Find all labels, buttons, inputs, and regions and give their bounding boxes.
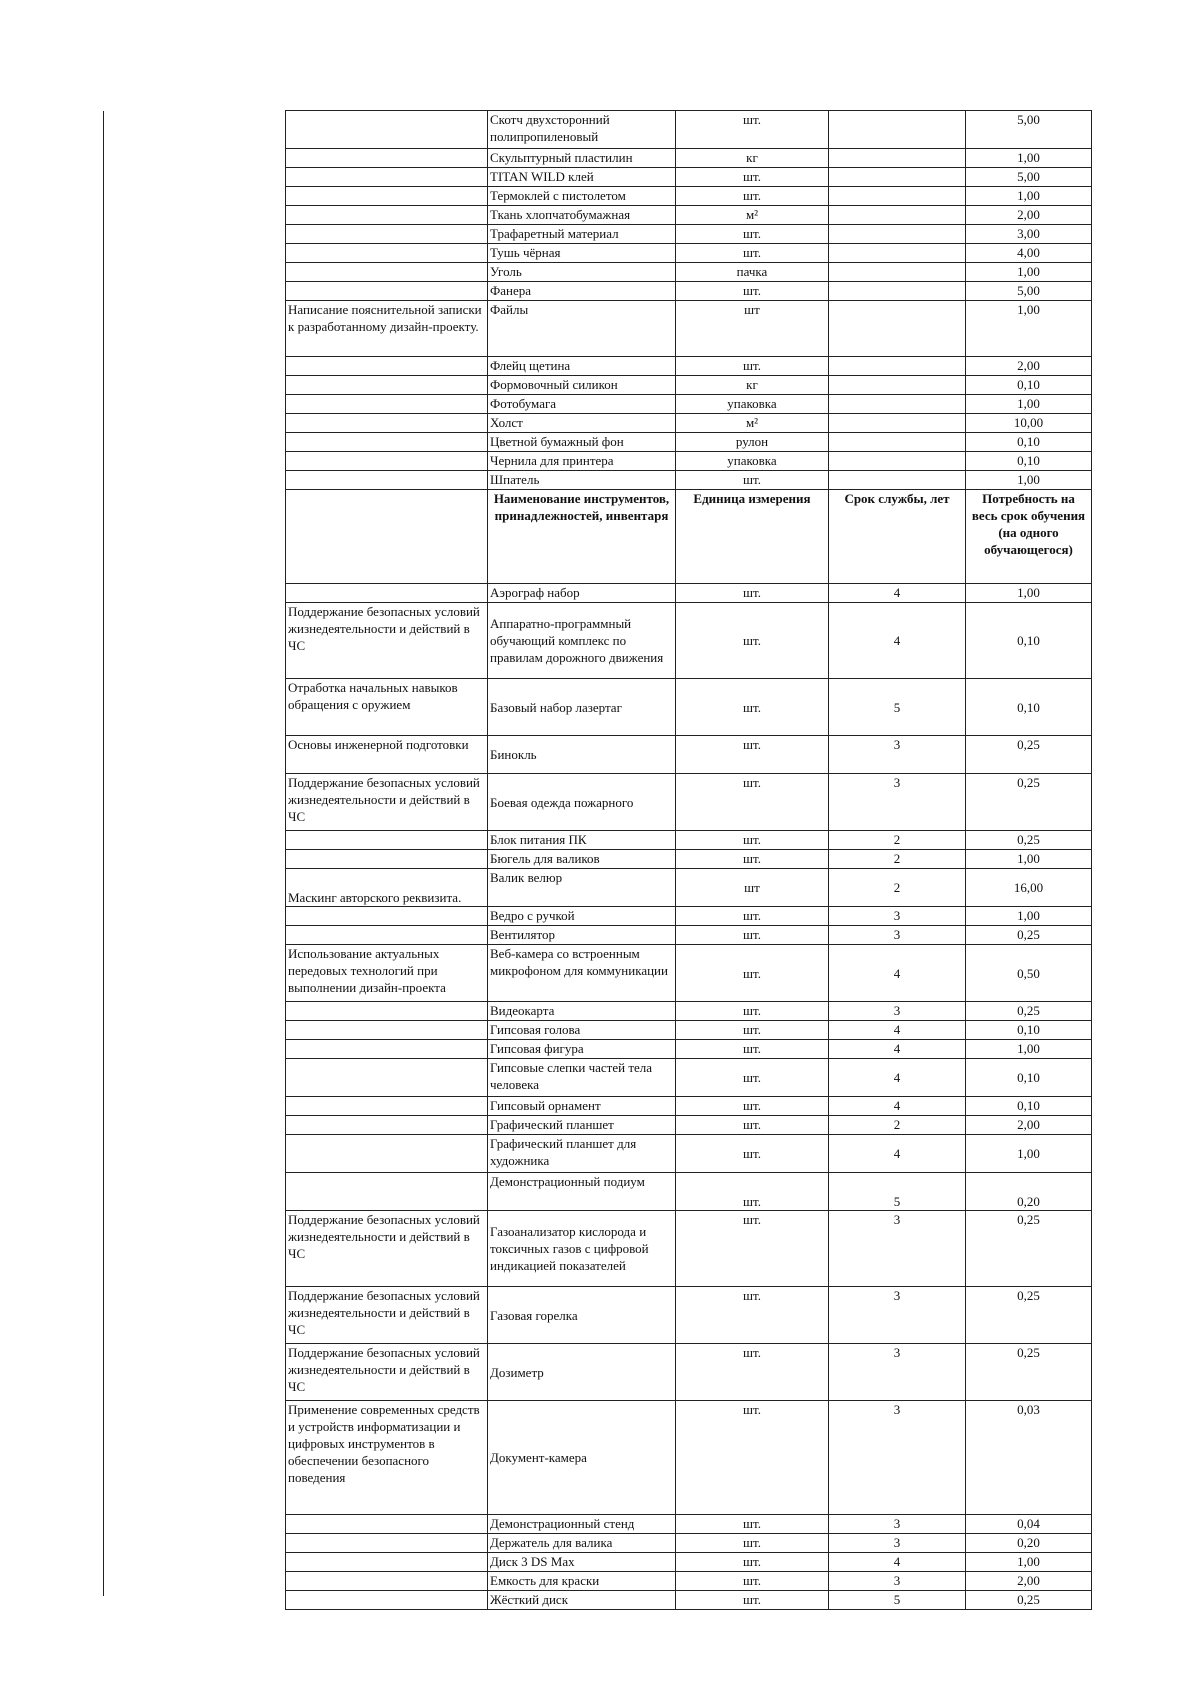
row-item-name: Бинокль [488,736,676,774]
row-item-name: Видеокарта [488,1002,676,1021]
row-life: 4 [829,1059,966,1097]
row-unit: м² [676,206,829,225]
row-quantity: 16,00 [966,869,1092,907]
row-life [829,282,966,301]
table-row [286,584,1092,603]
row-unit: шт. [676,1211,829,1287]
row-life: 3 [829,1002,966,1021]
row-unit: шт. [676,111,829,149]
row-unit: шт. [676,1287,829,1344]
row-topic [286,433,488,452]
row-topic [286,225,488,244]
row-unit: шт. [676,736,829,774]
row-topic [286,1572,488,1591]
row-quantity: 0,10 [966,1021,1092,1040]
row-life [829,452,966,471]
row-unit: шт [676,869,829,907]
row-item-name: Шпатель [488,471,676,490]
row-unit: шт. [676,1344,829,1401]
row-quantity: 3,00 [966,225,1092,244]
row-quantity: 0,03 [966,1401,1092,1515]
row-item-name: Тушь чёрная [488,244,676,263]
row-life [829,149,966,168]
row-quantity: 0,25 [966,774,1092,831]
row-quantity: 0,10 [966,452,1092,471]
row-life [829,244,966,263]
row-item-name: Веб-камера со встроенным микрофоном для коммуникации [488,945,676,1002]
table-row [286,736,1092,774]
row-topic [286,1553,488,1572]
table-row [286,1097,1092,1116]
row-unit: шт. [676,603,829,679]
row-unit: кг [676,376,829,395]
row-unit: шт. [676,187,829,206]
row-topic [286,1097,488,1116]
row-item-name: Базовый набор лазертаг [488,679,676,736]
row-item-name: Фотобумага [488,395,676,414]
row-topic [286,907,488,926]
row-unit: шт. [676,357,829,376]
row-topic [286,376,488,395]
row-item-name: Гипсовая фигура [488,1040,676,1059]
row-item-name: Чернила для принтера [488,452,676,471]
row-topic [286,831,488,850]
row-topic [286,1021,488,1040]
row-unit: шт. [676,1002,829,1021]
row-item-name: Диск 3 DS Max [488,1553,676,1572]
row-topic [286,282,488,301]
row-item-name: Валик велюр [488,869,676,907]
table-row [286,1021,1092,1040]
row-topic [286,395,488,414]
row-unit: пачка [676,263,829,282]
table-row [286,225,1092,244]
row-unit: шт. [676,1116,829,1135]
row-life: 4 [829,1021,966,1040]
row-item-name: Цветной бумажный фон [488,433,676,452]
row-quantity: 1,00 [966,584,1092,603]
row-life: 3 [829,926,966,945]
row-topic [286,584,488,603]
row-unit: шт. [676,1021,829,1040]
row-topic: Поддержание безопасных условий жизнедеятельности и действий в ЧС [286,603,488,679]
table-row [286,1287,1092,1344]
table-row [286,1344,1092,1401]
table-row [286,111,1092,149]
row-topic: Использование актуальных передовых технологий при выполнении дизайн-проекта [286,945,488,1002]
row-unit: шт. [676,774,829,831]
table-row [286,1002,1092,1021]
row-life [829,471,966,490]
row-quantity: 2,00 [966,357,1092,376]
instruments-section [286,584,1092,1610]
row-life [829,111,966,149]
row-life: 2 [829,850,966,869]
table-row [286,282,1092,301]
row-life: 3 [829,907,966,926]
row-item-name: Дозиметр [488,1344,676,1401]
row-item-name: Газовая горелка [488,1287,676,1344]
row-quantity: 0,25 [966,1591,1092,1610]
row-topic [286,1591,488,1610]
table-row [286,945,1092,1002]
table-row [286,376,1092,395]
row-unit: шт. [676,471,829,490]
row-quantity: 1,00 [966,1040,1092,1059]
table-row [286,850,1092,869]
row-quantity: 0,50 [966,945,1092,1002]
row-quantity: 0,25 [966,1211,1092,1287]
row-quantity: 1,00 [966,1135,1092,1173]
row-unit: шт. [676,1401,829,1515]
row-topic [286,111,488,149]
table-row [286,679,1092,736]
row-life [829,414,966,433]
row-topic [286,1515,488,1534]
row-quantity: 0,20 [966,1173,1092,1211]
table-row [286,1059,1092,1097]
row-unit: шт. [676,1135,829,1173]
table-row [286,414,1092,433]
row-quantity: 0,10 [966,1059,1092,1097]
table-header-row [286,490,1092,584]
row-item-name: Графический планшет [488,1116,676,1135]
row-topic [286,452,488,471]
materials-section [286,111,1092,490]
table-row [286,244,1092,263]
row-topic [286,263,488,282]
table-row [286,1553,1092,1572]
row-unit: шт. [676,1040,829,1059]
table-row [286,1591,1092,1610]
row-topic [286,244,488,263]
row-item-name: Бюгель для валиков [488,850,676,869]
row-unit: шт [676,301,829,357]
row-unit: рулон [676,433,829,452]
row-quantity: 10,00 [966,414,1092,433]
row-item-name: Термоклей с пистолетом [488,187,676,206]
table-row [286,1040,1092,1059]
row-quantity: 1,00 [966,907,1092,926]
table-row [286,603,1092,679]
table-row [286,206,1092,225]
row-life: 4 [829,945,966,1002]
row-topic [286,1534,488,1553]
row-life: 3 [829,1287,966,1344]
row-unit: шт. [676,907,829,926]
row-topic: Маскинг авторского реквизита. [286,869,488,907]
row-item-name: Демонстрационный подиум [488,1173,676,1211]
row-item-name: Файлы [488,301,676,357]
table-row [286,831,1092,850]
header-name: Наименование инструментов, принадлежностей, инвентаря [488,490,676,584]
header-section [286,490,1092,584]
row-life: 3 [829,1572,966,1591]
row-quantity: 0,10 [966,376,1092,395]
row-unit: шт. [676,225,829,244]
table-row [286,926,1092,945]
equipment-table [285,110,1092,1610]
row-item-name: Уголь [488,263,676,282]
row-life: 2 [829,1116,966,1135]
row-life: 5 [829,1591,966,1610]
row-topic [286,850,488,869]
row-quantity: 1,00 [966,395,1092,414]
row-quantity: 5,00 [966,111,1092,149]
row-life: 3 [829,736,966,774]
header-topic-cell [286,490,488,584]
row-item-name: Графический планшет для художника [488,1135,676,1173]
table-row [286,869,1092,907]
row-unit: упаковка [676,452,829,471]
row-life: 4 [829,1097,966,1116]
row-item-name: Трафаретный материал [488,225,676,244]
row-life [829,376,966,395]
left-margin-line [103,111,104,1596]
table-row [286,774,1092,831]
table-row [286,395,1092,414]
row-life [829,263,966,282]
row-topic [286,1173,488,1211]
row-topic: Поддержание безопасных условий жизнедеятельности и действий в ЧС [286,1211,488,1287]
row-topic [286,1135,488,1173]
row-quantity: 1,00 [966,850,1092,869]
row-item-name: Гипсовая голова [488,1021,676,1040]
row-life: 4 [829,1135,966,1173]
row-life: 3 [829,774,966,831]
row-unit: шт. [676,679,829,736]
header-need: Потребность на весь срок обучения (на одного обучающегося) [966,490,1092,584]
row-quantity: 0,25 [966,1002,1092,1021]
row-quantity: 1,00 [966,263,1092,282]
row-unit: шт. [676,168,829,187]
row-item-name: Аппаратно-программный обучающий комплекс по правилам дорожного движения [488,603,676,679]
row-unit: шт. [676,1097,829,1116]
header-unit: Единица измерения [676,490,829,584]
row-item-name: Газоанализатор кислорода и токсичных газов с цифровой индикацией показателей [488,1211,676,1287]
row-life: 3 [829,1211,966,1287]
row-item-name: Жёсткий диск [488,1591,676,1610]
row-unit: шт. [676,1173,829,1211]
table-row [286,1534,1092,1553]
table-row [286,471,1092,490]
table-row [286,301,1092,357]
table-row [286,357,1092,376]
row-unit: шт. [676,850,829,869]
table-row [286,1515,1092,1534]
row-topic: Отработка начальных навыков обращения с оружием [286,679,488,736]
row-item-name: Скульптурный пластилин [488,149,676,168]
row-unit: шт. [676,1572,829,1591]
row-topic [286,926,488,945]
table-row [286,149,1092,168]
row-topic: Применение современных средств и устройств информатизации и цифровых инструментов в обеспечении безопасного поведения [286,1401,488,1515]
row-quantity: 5,00 [966,168,1092,187]
row-life: 5 [829,1173,966,1211]
table-row [286,1211,1092,1287]
row-topic [286,187,488,206]
row-item-name: Демонстрационный стенд [488,1515,676,1534]
row-item-name: Скотч двухсторонний полипропиленовый [488,111,676,149]
row-item-name: TITAN WILD клей [488,168,676,187]
row-quantity: 1,00 [966,149,1092,168]
row-unit: шт. [676,1591,829,1610]
row-topic: Основы инженерной подготовки [286,736,488,774]
row-life [829,433,966,452]
row-item-name: Блок питания ПК [488,831,676,850]
row-quantity: 0,04 [966,1515,1092,1534]
row-life: 4 [829,603,966,679]
row-topic [286,471,488,490]
row-item-name: Аэрограф набор [488,584,676,603]
row-life [829,206,966,225]
row-quantity: 0,25 [966,1344,1092,1401]
row-life: 2 [829,869,966,907]
row-life: 4 [829,1040,966,1059]
row-quantity: 4,00 [966,244,1092,263]
row-quantity: 0,25 [966,926,1092,945]
row-topic: Поддержание безопасных условий жизнедеятельности и действий в ЧС [286,774,488,831]
row-item-name: Холст [488,414,676,433]
row-quantity: 1,00 [966,471,1092,490]
row-quantity: 1,00 [966,301,1092,357]
row-quantity: 2,00 [966,1116,1092,1135]
table-row [286,433,1092,452]
row-topic [286,1116,488,1135]
row-life: 5 [829,679,966,736]
row-topic [286,1002,488,1021]
row-topic [286,1040,488,1059]
row-unit: шт. [676,945,829,1002]
table-row [286,263,1092,282]
table-row [286,1116,1092,1135]
row-life [829,187,966,206]
row-topic [286,414,488,433]
row-life: 3 [829,1515,966,1534]
table-row [286,1572,1092,1591]
row-life [829,225,966,244]
row-topic: Поддержание безопасных условий жизнедеятельности и действий в ЧС [286,1287,488,1344]
row-life: 2 [829,831,966,850]
table-row [286,1173,1092,1211]
row-quantity: 0,10 [966,679,1092,736]
row-quantity: 0,10 [966,603,1092,679]
row-unit: шт. [676,1515,829,1534]
row-unit: шт. [676,1534,829,1553]
row-unit: упаковка [676,395,829,414]
row-item-name: Вентилятор [488,926,676,945]
row-unit: кг [676,149,829,168]
table-row [286,452,1092,471]
row-quantity: 0,25 [966,831,1092,850]
row-quantity: 2,00 [966,206,1092,225]
table-row [286,168,1092,187]
row-quantity: 5,00 [966,282,1092,301]
row-quantity: 0,10 [966,1097,1092,1116]
row-topic: Написание пояснительной записки к разработанному дизайн-проекту. [286,301,488,357]
row-item-name: Фанера [488,282,676,301]
row-life [829,301,966,357]
row-unit: шт. [676,244,829,263]
header-life: Срок службы, лет [829,490,966,584]
row-life: 4 [829,584,966,603]
table-row [286,187,1092,206]
row-life: 3 [829,1534,966,1553]
row-item-name: Флейц щетина [488,357,676,376]
row-topic [286,357,488,376]
row-unit: шт. [676,282,829,301]
row-topic [286,168,488,187]
row-unit: шт. [676,1553,829,1572]
row-unit: шт. [676,584,829,603]
row-quantity: 0,25 [966,736,1092,774]
table-row [286,1401,1092,1515]
row-item-name: Формовочный силикон [488,376,676,395]
row-item-name: Емкость для краски [488,1572,676,1591]
row-life: 3 [829,1344,966,1401]
row-topic [286,149,488,168]
row-topic [286,1059,488,1097]
row-life [829,168,966,187]
row-life [829,357,966,376]
row-quantity: 1,00 [966,1553,1092,1572]
row-life: 3 [829,1401,966,1515]
row-quantity: 0,20 [966,1534,1092,1553]
table-row [286,1135,1092,1173]
row-item-name: Боевая одежда пожарного [488,774,676,831]
row-unit: м² [676,414,829,433]
row-item-name: Гипсовые слепки частей тела человека [488,1059,676,1097]
row-unit: шт. [676,1059,829,1097]
row-quantity: 2,00 [966,1572,1092,1591]
row-unit: шт. [676,926,829,945]
row-topic: Поддержание безопасных условий жизнедеятельности и действий в ЧС [286,1344,488,1401]
row-life [829,395,966,414]
row-life: 4 [829,1553,966,1572]
row-item-name: Гипсовый орнамент [488,1097,676,1116]
row-quantity: 0,25 [966,1287,1092,1344]
row-topic [286,206,488,225]
row-item-name: Ткань хлопчатобумажная [488,206,676,225]
row-quantity: 0,10 [966,433,1092,452]
row-unit: шт. [676,831,829,850]
row-item-name: Документ-камера [488,1401,676,1515]
table-row [286,907,1092,926]
row-item-name: Держатель для валика [488,1534,676,1553]
row-item-name: Ведро с ручкой [488,907,676,926]
row-quantity: 1,00 [966,187,1092,206]
